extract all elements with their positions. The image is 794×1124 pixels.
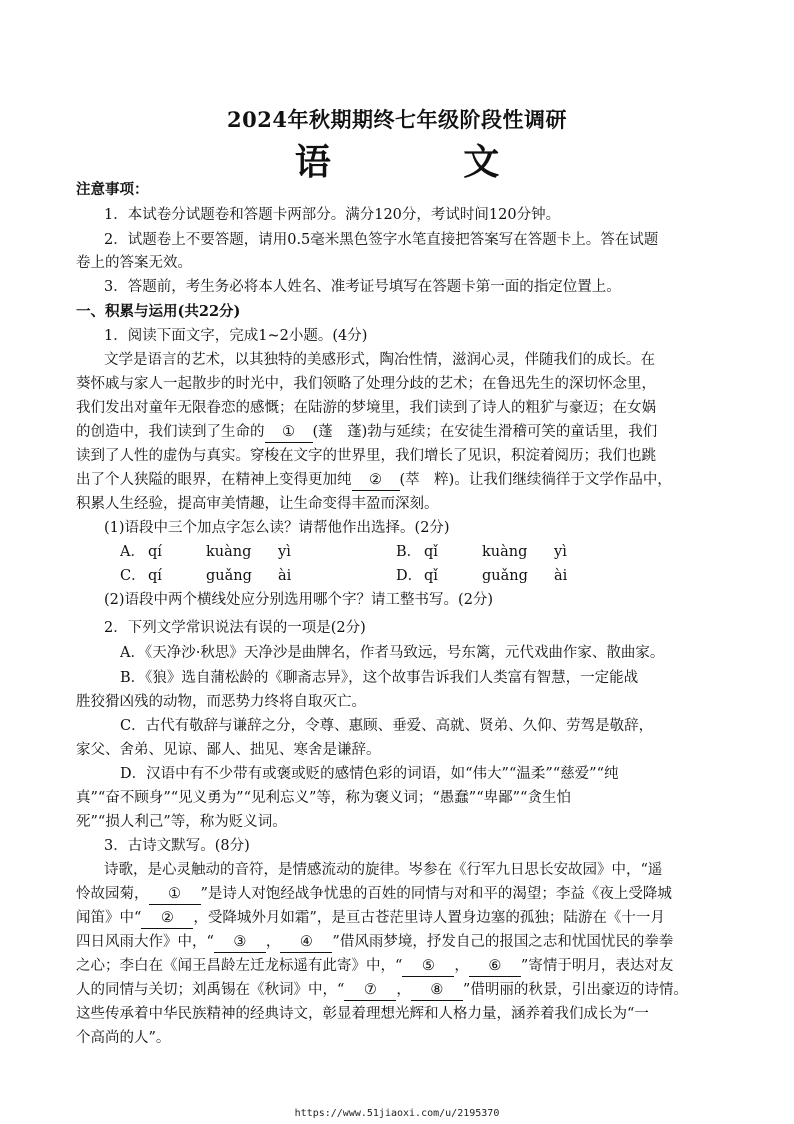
option-d[interactable]: D． qǐ guǎng ài: [396, 568, 568, 584]
q3-blank-3[interactable]: ③: [214, 932, 266, 953]
q3-line: 四日风雨大作》中，“ ③ ， ④ ”借风雨梦境，抒发自己的报国之志和忧国忧民的拳拳: [76, 932, 720, 953]
passage-text: (蓬 蓬)勃与延续；在安徒生滑稽可笑的童话里，我们: [312, 424, 658, 440]
q2-option-b[interactable]: B．《狼》选自蒲松龄的《聊斋志异》，这个故事告诉我们人类富有智慧，一定能战: [120, 670, 639, 686]
q3-line: 之心；李白在《闻王昌龄左迁龙标遥有此寄》中，“ ⑤ ， ⑥ ”寄情于明月，表达对友: [76, 956, 720, 977]
q3-blank-4[interactable]: ④: [280, 932, 332, 953]
notice-item-1: 1．本试卷分试题卷和答题卡两部分。满分120分，考试时间120分钟。: [104, 207, 561, 223]
passage-text: 的创造中，我们读到了生命的: [76, 424, 265, 440]
q2-option-d-cont: 死”“损人利己”等，称为贬义词。: [76, 814, 287, 830]
q2-option-a[interactable]: A．《天净沙·秋思》天净沙是曲牌名，作者马致远，号东篱，元代戏曲作家、散曲家。: [120, 645, 665, 661]
q2-option-c[interactable]: C．古代有敬辞与谦辞之分，令尊、惠顾、垂爱、高就、贤弟、久仰、劳驾是敬辞，: [120, 718, 654, 734]
q3-blank-6[interactable]: ⑥: [469, 956, 521, 977]
q1-passage-line: 积累人生经验，提高审美情趣，让生命变得丰盈而深刻。: [76, 496, 439, 512]
subject-title: 语 文: [294, 141, 560, 183]
passage-text: 出了个人狭隘的眼界，在精神上变得更加纯: [76, 472, 352, 488]
q3-blank-8[interactable]: ⑧: [411, 980, 463, 1001]
q2-option-d[interactable]: D．汉语中有不少带有或褒或贬的感情色彩的词语，如“伟大”“温柔”“慈爱”“纯: [120, 766, 619, 782]
notice-item-2: 2．试题卷上不要答题，请用0.5毫米黑色签字水笔直接把答案写在答题卡上。答在试题: [104, 232, 659, 248]
q3-line: 个高尚的人”。: [76, 1030, 171, 1046]
q3-blank-5[interactable]: ⑤: [402, 956, 454, 977]
q2-option-b-cont: 胜狡猾凶残的动物，而恶势力终将自取灭亡。: [76, 694, 366, 710]
passage-text: (萃 粹)。让我们继续徜徉于文学作品中，: [399, 472, 672, 488]
option-c[interactable]: C． qí guǎng ài: [120, 568, 292, 584]
q3-line: 这些传承着中华民族精神的经典诗文，彰显着理想光辉和人格力量，涵养着我们成长为“一: [76, 1006, 649, 1022]
q1-stem: 1．阅读下面文字，完成1~2小题。(4分): [104, 328, 368, 344]
q1-passage-line: 我们发出对童年无限眷恋的感慨；在陆游的梦境里，我们读到了诗人的粗犷与豪迈；在女娲: [76, 400, 656, 416]
q3-blank-1[interactable]: ①: [149, 884, 201, 905]
footer-url[interactable]: https://www.51jiaoxi.com/u/2195370: [294, 1108, 500, 1119]
q1-passage-line: 葵怀戚与家人一起散步的时光中，我们领略了处理分歧的艺术；在鲁迅先生的深切怀念里，: [76, 376, 656, 392]
blank-2[interactable]: ②: [352, 470, 400, 491]
notice-item-3: 3．答题前，考生务必将本人姓名、准考证号填写在答题卡第一面的指定位置上。: [104, 279, 621, 295]
q2-option-c-cont: 家父、舍弟、见谅、鄙人、拙见、寒舍是谦辞。: [76, 742, 381, 758]
q3-blank-2[interactable]: ②: [141, 908, 193, 929]
exam-title: 2024年秋期期终七年级阶段性调研: [227, 107, 567, 132]
q3-line: 闻笛》中“ ② ，受降城外月如霜”，是亘古苍茫里诗人置身边塞的孤独；陆游在《十一月: [76, 908, 720, 929]
q1-sub2: (2)语段中两个横线处应分别选用哪个字？请工整书写。(2分): [104, 592, 494, 608]
q2-stem: 2．下列文学常识说法有误的一项是(2分): [104, 620, 366, 636]
q1-passage-line: 读到了人性的虚伪与真实。穿梭在文字的世界里，我们增长了见识，积淀着阅历；我们也跳: [76, 448, 656, 464]
q2-option-d-cont: 真”“奋不顾身”“见义勇为”“见利忘义”等，称为褒义词；“愚蠢”“卑鄙”“贪生怕: [76, 790, 571, 806]
option-b[interactable]: B． qǐ kuàng yì: [396, 544, 567, 560]
q1-passage-line: 文学是语言的艺术，以其独特的美感形式，陶冶性情，滋润心灵，伴随我们的成长。在: [104, 352, 655, 368]
section1-heading: 一、积累与运用(共22分): [76, 303, 241, 320]
q1-sub1: (1)语段中三个加点字怎么读？请帮他作出选择。(2分): [104, 520, 450, 536]
notice-item-2-cont: 卷上的答案无效。: [76, 255, 192, 271]
q1-passage-line: [76, 422, 720, 443]
option-a[interactable]: A． qí kuàng yì: [120, 544, 291, 560]
q3-line: 怜故园菊， ① ”是诗人对饱经战争忧患的百姓的同情与对和平的渴望；李益《夜上受降城: [76, 884, 720, 905]
q1-passage-line: [76, 470, 720, 491]
notice-heading: 注意事项：: [76, 181, 149, 198]
q3-stem: 3．古诗文默写。(8分): [104, 838, 250, 854]
q3-blank-7[interactable]: ⑦: [344, 980, 396, 1001]
q3-line: 人的同情与关切；刘禹锡在《秋词》中，“ ⑦ ， ⑧ ”借明丽的秋景，引出豪迈的诗情。: [76, 980, 720, 1001]
blank-1[interactable]: ①: [265, 422, 313, 443]
q3-line: 诗歌，是心灵触动的音符，是情感流动的旋律。岑参在《行军九日思长安故园》中，“遥: [104, 862, 663, 878]
